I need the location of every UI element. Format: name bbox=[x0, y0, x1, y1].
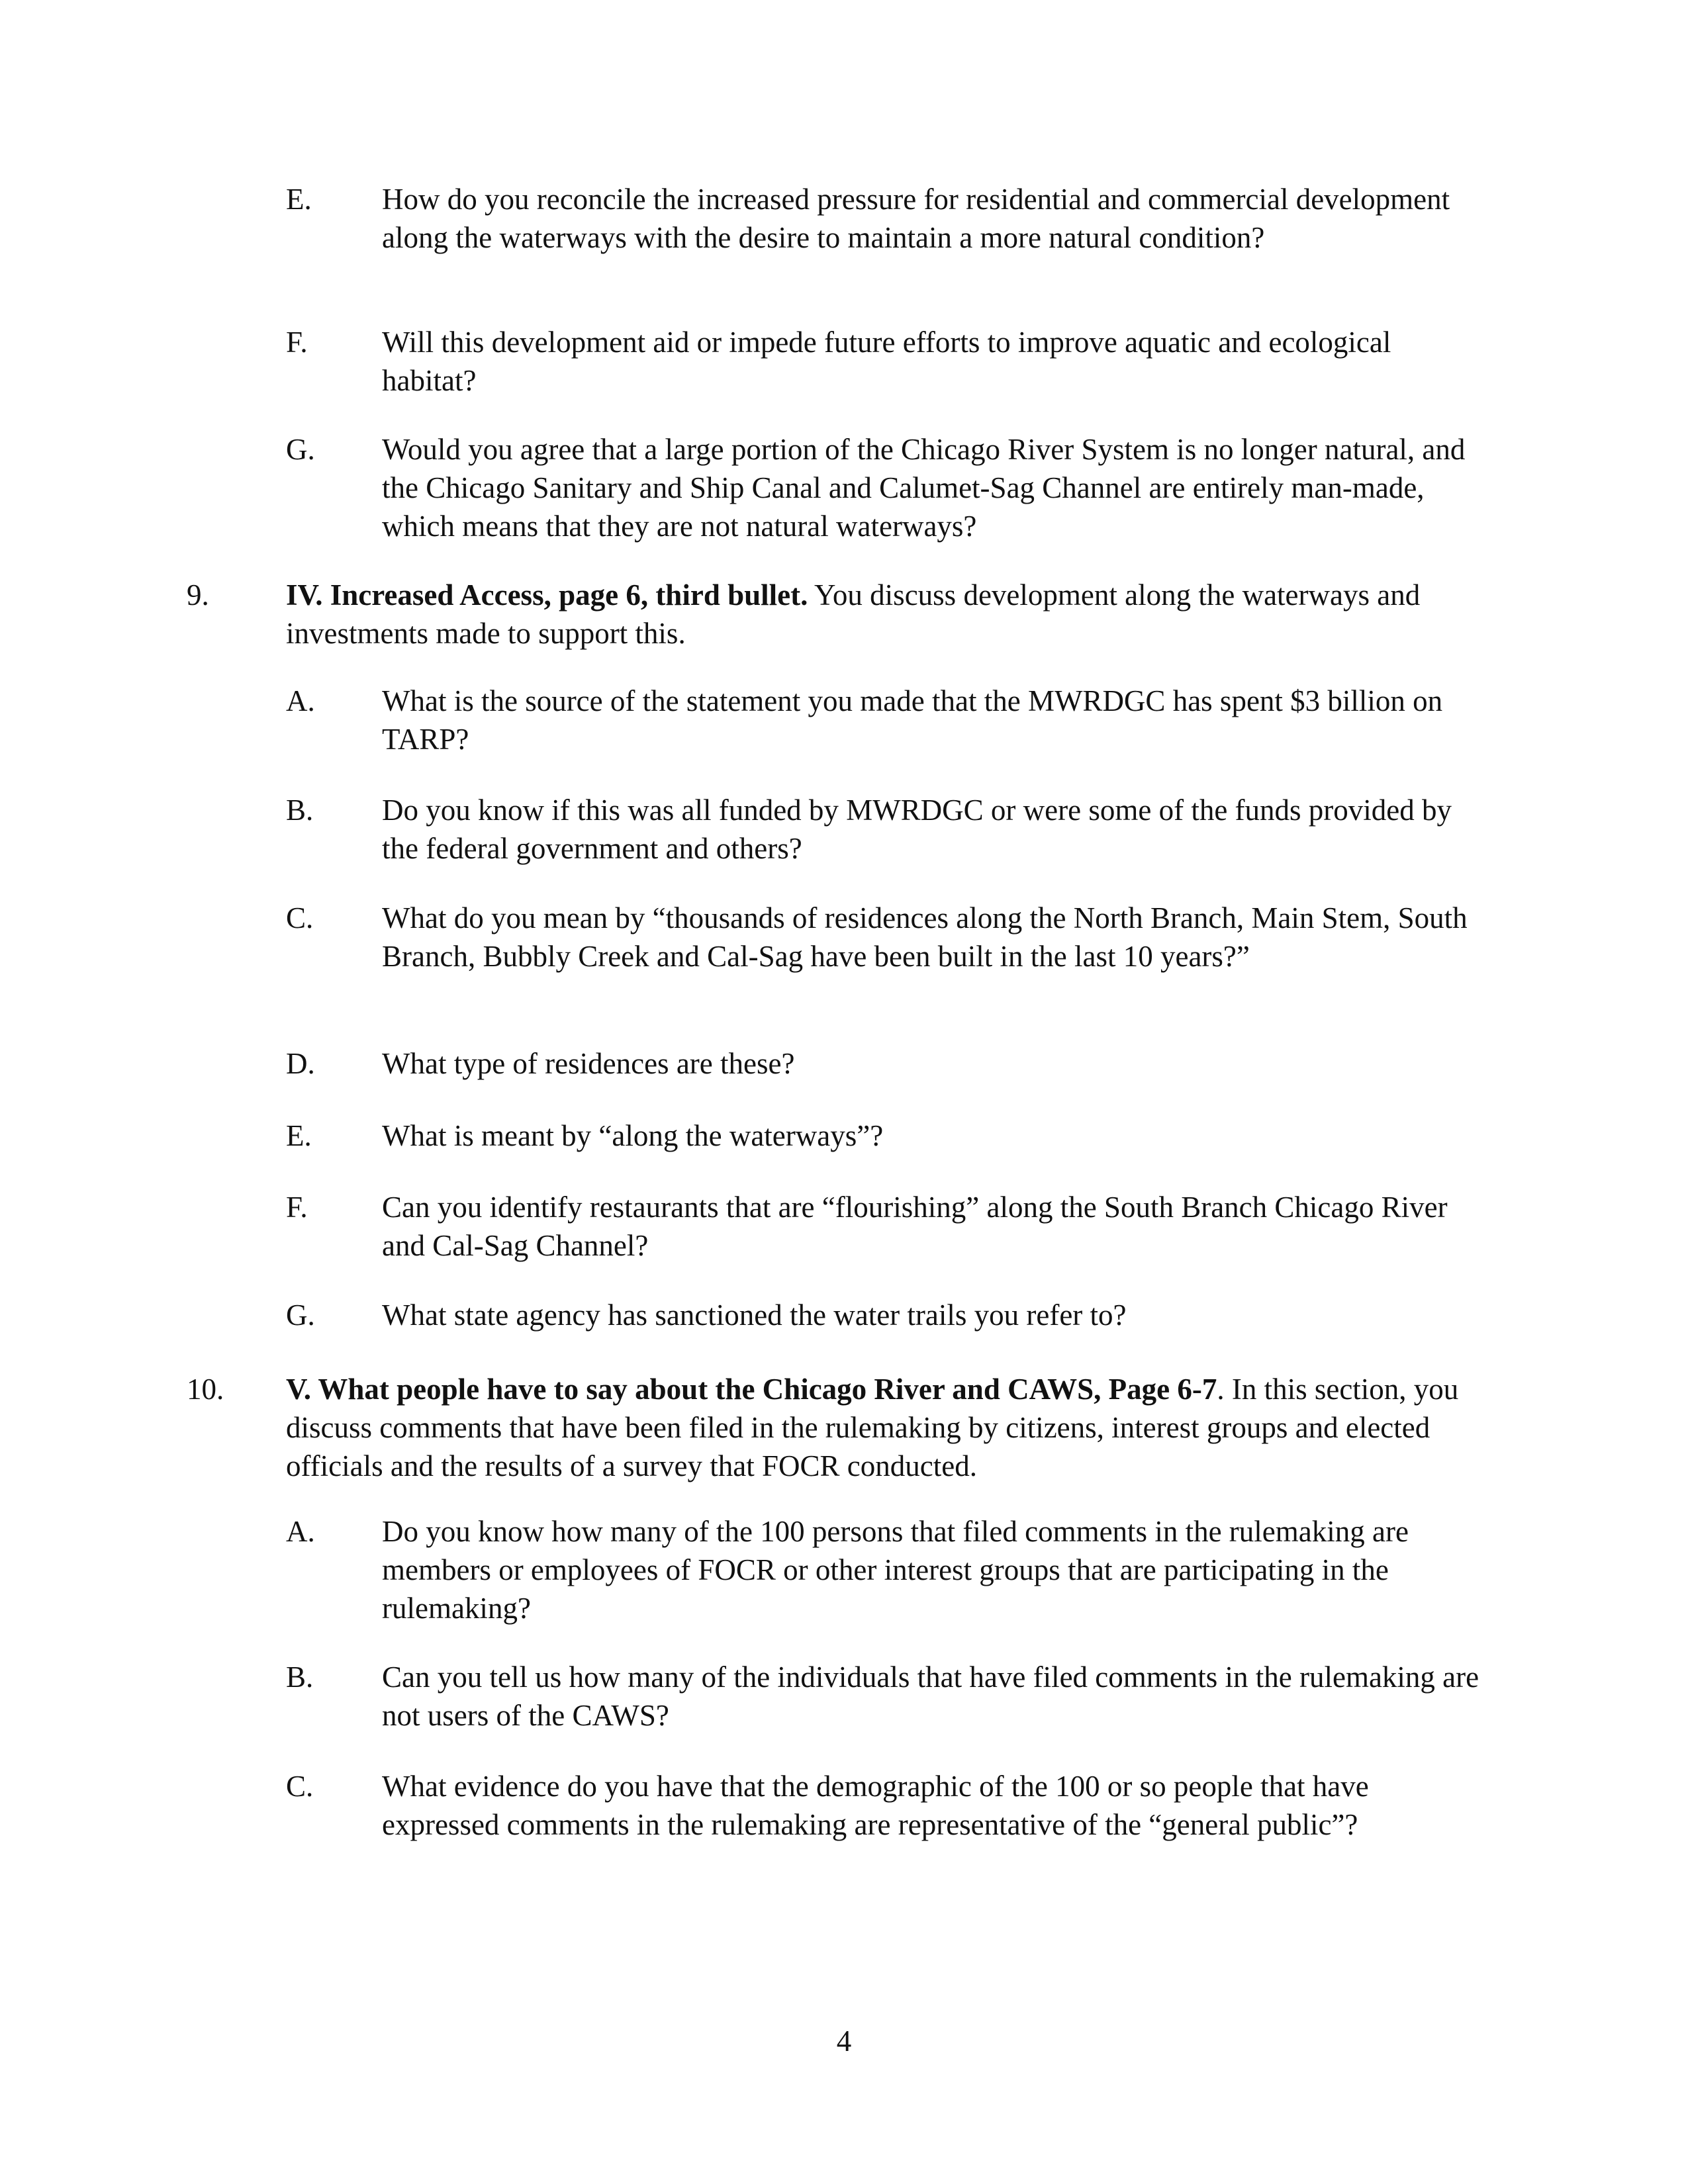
item-text: Would you agree that a large portion of the Chicago River System is no longer natural, and the Chicago Sanitary and Ship Canal and Calumet-Sag Channel are entirely man-made, which means that they are not natural waterways? bbox=[382, 433, 1466, 543]
item-letter: C. bbox=[286, 901, 314, 934]
item-text: Can you tell us how many of the individuals that have filed comments in the rulemaking are not users of the CAWS? bbox=[382, 1661, 1479, 1732]
item-text: Will this development aid or impede future efforts to improve aquatic and ecological habitat? bbox=[382, 326, 1391, 397]
item-text: Do you know if this was all funded by MWRDGC or were some of the funds provided by the federal government and others? bbox=[382, 794, 1452, 865]
item-text: What is meant by “along the waterways”? bbox=[382, 1119, 884, 1152]
question-body: You discuss development along the waterways and investments made to support this. bbox=[286, 578, 1421, 650]
item-letter: E. bbox=[286, 183, 312, 216]
item-text: What evidence do you have that the demographic of the 100 or so people that have expressed comments in the rulemaking are representative of the “general public”? bbox=[382, 1770, 1369, 1841]
item-letter: D. bbox=[286, 1047, 315, 1080]
item-text: What do you mean by “thousands of residences along the North Branch, Main Stem, South Branch, Bubbly Creek and Cal-Sag have been built in the last 10 years?” bbox=[382, 901, 1468, 973]
question-heading: V. What people have to say about the Chicago River and CAWS, Page 6-7 bbox=[286, 1373, 1217, 1406]
item-text: What is the source of the statement you made that the MWRDGC has spent $3 billion on TARP? bbox=[382, 684, 1443, 756]
question-text bbox=[286, 1370, 1491, 1485]
item-text: Can you identify restaurants that are “flourishing” along the South Branch Chicago River and Cal-Sag Channel? bbox=[382, 1191, 1448, 1262]
question-number: 10. bbox=[187, 1373, 224, 1406]
item-letter: B. bbox=[286, 794, 314, 827]
item-text: What state agency has sanctioned the water trails you refer to? bbox=[382, 1298, 1127, 1332]
item-letter: F. bbox=[286, 1191, 308, 1224]
item-letter: F. bbox=[286, 326, 308, 359]
item-letter: C. bbox=[286, 1770, 314, 1803]
question-heading: IV. Increased Access, page 6, third bullet. bbox=[286, 578, 808, 612]
question-number: 9. bbox=[187, 578, 209, 612]
item-text: What type of residences are these? bbox=[382, 1047, 795, 1080]
item-letter: E. bbox=[286, 1119, 312, 1152]
item-letter: G. bbox=[286, 1298, 315, 1332]
question-body: . In this section, you discuss comments that have been filed in the rulemaking by citizens, interest groups and elected officials and the results of a survey that FOCR conducted. bbox=[286, 1373, 1459, 1482]
question-text bbox=[286, 576, 1491, 653]
item-letter: A. bbox=[286, 684, 315, 717]
item-letter: A. bbox=[286, 1515, 315, 1548]
item-letter: B. bbox=[286, 1661, 314, 1694]
item-text: How do you reconcile the increased pressure for residential and commercial development along the waterways with the desire to maintain a more natural condition? bbox=[382, 183, 1450, 254]
item-text: Do you know how many of the 100 persons that filed comments in the rulemaking are members or employees of FOCR or other interest groups that are participating in the rulemaking? bbox=[382, 1515, 1409, 1625]
item-letter: G. bbox=[286, 433, 315, 466]
page-number: 4 bbox=[836, 2025, 852, 2058]
